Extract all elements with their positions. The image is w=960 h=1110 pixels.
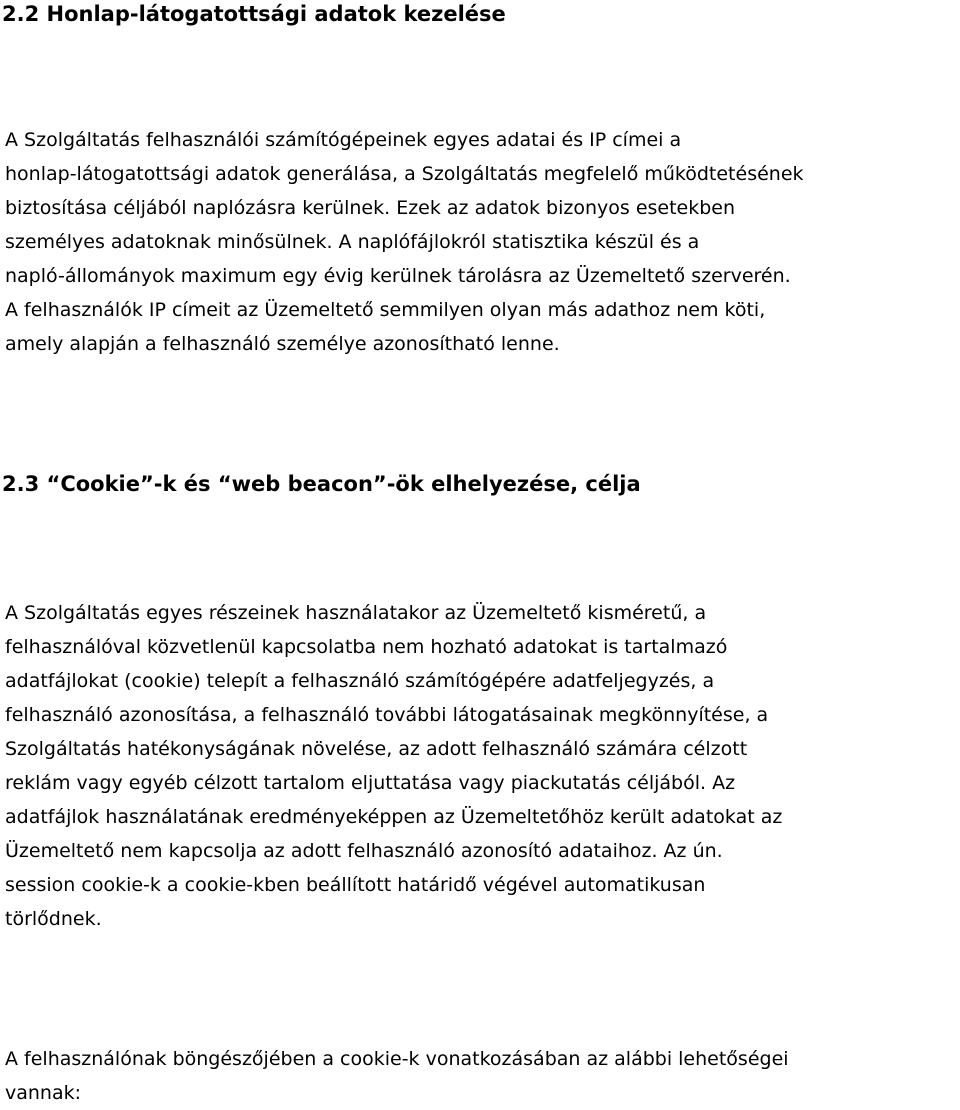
- text-line: felhasználó azonosítása, a felhasználó további látogatásainak megkönnyítése, a: [5, 704, 769, 726]
- text-line: A Szolgáltatás egyes részeinek használatakor az Üzemeltető kisméretű, a: [5, 602, 707, 624]
- text-line: honlap-látogatottsági adatok generálása, a Szolgáltatás megfelelő működtetésének: [5, 163, 804, 185]
- text-line: A Szolgáltatás felhasználói számítógépeinek egyes adatai és IP címei a: [5, 129, 682, 151]
- section-heading-2-2: 2.2 Honlap-látogatottsági adatok kezelése: [2, 2, 506, 26]
- text-line: felhasználóval közvetlenül kapcsolatba nem hozható adatokat is tartalmazó: [5, 636, 728, 658]
- text-line: napló-állományok maximum egy évig kerülnek tárolásra az Üzemeltető szerverén.: [5, 265, 791, 287]
- section-heading-2-3: 2.3 “Cookie”-k és “web beacon”-ök elhelyezése, célja: [2, 472, 641, 496]
- paragraph-log-data: [5, 123, 804, 361]
- paragraph-browser-options: [5, 1042, 789, 1110]
- text-line: amely alapján a felhasználó személye azonosítható lenne.: [5, 333, 560, 355]
- text-line: Szolgáltatás hatékonyságának növelése, az adott felhasználó számára célzott: [5, 738, 748, 760]
- paragraph-cookie-usage: [5, 596, 782, 936]
- text-line: biztosítása céljából naplózásra kerülnek. Ezek az adatok bizonyos esetekben: [5, 197, 736, 219]
- text-line: reklám vagy egyéb célzott tartalom eljuttatása vagy piackutatás céljából. Az: [5, 772, 736, 794]
- text-line: Üzemeltető nem kapcsolja az adott felhasználó azonosító adataihoz. Az ún.: [5, 840, 723, 862]
- text-line: személyes adatoknak minősülnek. A naplófájlokról statisztika készül és a: [5, 231, 700, 253]
- text-line: adatfájlok használatának eredményeképpen az Üzemeltetőhöz került adatokat az: [5, 806, 783, 828]
- text-line: vannak:: [5, 1082, 82, 1104]
- text-line: A felhasználók IP címeit az Üzemeltető semmilyen olyan más adathoz nem köti,: [5, 299, 766, 321]
- text-line: A felhasználónak böngészőjében a cookie-k vonatkozásában az alábbi lehetőségei: [5, 1048, 789, 1070]
- text-line: törlődnek.: [5, 908, 102, 930]
- text-line: session cookie-k a cookie-kben beállított határidő végével automatikusan: [5, 874, 706, 896]
- text-line: adatfájlokat (cookie) telepít a felhasználó számítógépére adatfeljegyzés, a: [5, 670, 715, 692]
